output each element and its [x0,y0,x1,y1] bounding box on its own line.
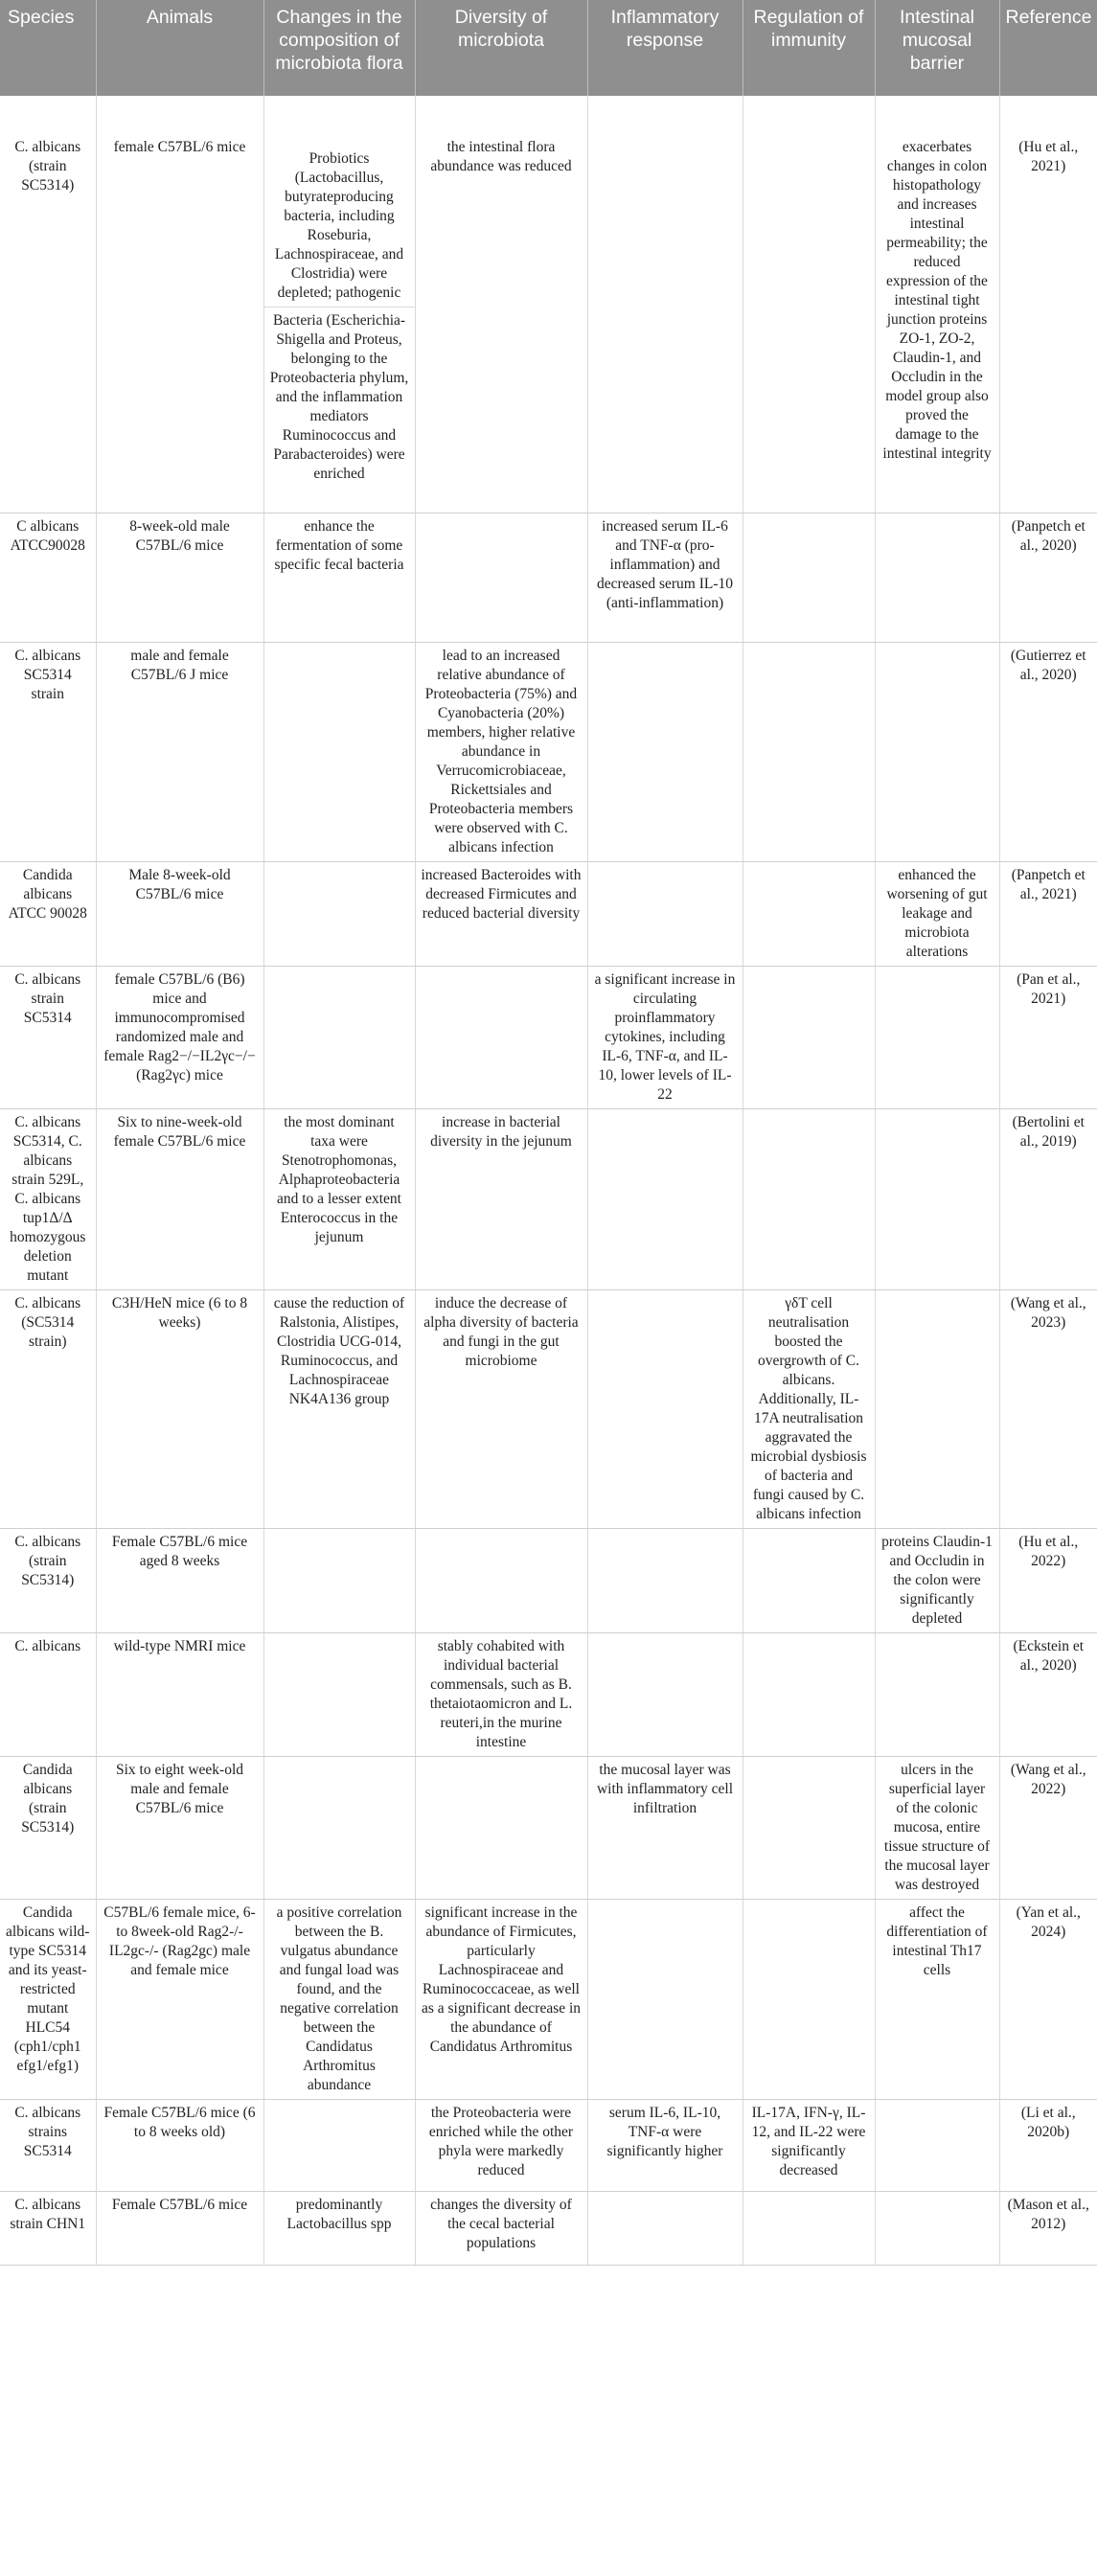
header-species: Species [0,0,96,96]
barrier-cell [875,1632,999,1756]
reference-cell: (Bertolini et al., 2019) [999,1108,1097,1289]
inflammatory-cell [587,1899,743,2099]
barrier-cell [875,642,999,861]
header-animals: Animals [96,0,263,96]
animals-cell: C57BL/6 female mice, 6- to 8week-old Rag2-/-IL2gc-/- (Rag2gc) male and female mice [96,1899,263,2099]
reference-cell: (Yan et al., 2024) [999,1899,1097,2099]
immunity-cell [743,96,875,513]
table-row [0,861,1097,966]
diversity-cell [415,1528,587,1632]
animals-cell: 8-week-old male C57BL/6 mice [96,513,263,642]
animals-cell: Male 8-week-old C57BL/6 mice [96,861,263,966]
changes-cell [263,642,415,861]
reference-cell: (Pan et al., 2021) [999,966,1097,1108]
table-row [0,1528,1097,1632]
changes-cell [263,1528,415,1632]
species-cell: C. albicans strain SC5314 [0,966,96,1108]
diversity-cell [415,513,587,642]
inflammatory-cell: a significant increase in circulating proinflammatory cytokines, including IL-6, TNF-α, and IL-10, lower levels of IL-22 [587,966,743,1108]
inflammatory-cell [587,1632,743,1756]
header-changes: Changes in the composition of microbiota flora [263,0,415,96]
table-row [0,1756,1097,1899]
immunity-cell [743,1899,875,2099]
reference-cell: (Panpetch et al., 2021) [999,861,1097,966]
table-row [0,1108,1097,1289]
animals-cell: Female C57BL/6 mice aged 8 weeks [96,1528,263,1632]
table-row [0,642,1097,861]
diversity-cell: the Proteobacteria were enriched while the other phyla were markedly reduced [415,2099,587,2191]
header-barrier: Intestinal mucosal barrier [875,0,999,96]
animals-cell: female C57BL/6 mice [96,96,263,513]
species-cell: C albicans ATCC90028 [0,513,96,642]
barrier-cell [875,513,999,642]
changes-cell [263,966,415,1108]
table-row [0,2099,1097,2191]
species-cell: Candida albicans ATCC 90028 [0,861,96,966]
animals-cell: male and female C57BL/6 J mice [96,642,263,861]
reference-cell: (Panpetch et al., 2020) [999,513,1097,642]
diversity-cell: increased Bacteroides with decreased Firmicutes and reduced bacterial diversity [415,861,587,966]
inflammatory-cell [587,642,743,861]
changes-cell [263,1632,415,1756]
header-diversity: Diversity of microbiota [415,0,587,96]
diversity-cell: increase in bacterial diversity in the jejunum [415,1108,587,1289]
changes-cell: a positive correlation between the B. vulgatus abundance and fungal load was found, and the negative correlation between the Candidatus Arthromitus abundance [263,1899,415,2099]
diversity-cell: stably cohabited with individual bacterial commensals, such as B. thetaiotaomicron and L. reuteri,in the murine intestine [415,1632,587,1756]
header-reference: Reference [999,0,1097,96]
species-cell: Candida albicans wild-type SC5314 and its yeast-restricted mutant HLC54 (cph1/cph1 efg1/efg1) [0,1899,96,2099]
animals-cell: Female C57BL/6 mice (6 to 8 weeks old) [96,2099,263,2191]
barrier-cell [875,2191,999,2265]
inflammatory-cell: the mucosal layer was with inflammatory cell infiltration [587,1756,743,1899]
animals-cell: female C57BL/6 (B6) mice and immunocompromised randomized male and female Rag2−/−IL2γc−/− (Rag2γc) mice [96,966,263,1108]
species-cell: C. albicans (SC5314 strain) [0,1289,96,1528]
inflammatory-cell [587,96,743,513]
immunity-cell [743,1632,875,1756]
changes-cell [263,1756,415,1899]
barrier-cell: proteins Claudin-1 and Occludin in the colon were significantly depleted [875,1528,999,1632]
changes-cell: the most dominant taxa were Stenotrophomonas, Alphaproteobacteria and to a lesser extent Enterococcus in the jejunum [263,1108,415,1289]
changes-cell: cause the reduction of Ralstonia, Alistipes, Clostridia UCG-014, Ruminococcus, and Lachnospiraceae NK4A136 group [263,1289,415,1528]
inflammatory-cell [587,1108,743,1289]
changes-cell [263,861,415,966]
species-cell: C. albicans SC5314 strain [0,642,96,861]
inflammatory-cell [587,861,743,966]
barrier-cell [875,1289,999,1528]
reference-cell: (Gutierrez et al., 2020) [999,642,1097,861]
animals-cell: wild-type NMRI mice [96,1632,263,1756]
inflammatory-cell [587,2191,743,2265]
changes-cell-part-b: Bacteria (Escherichia-Shigella and Proteus, belonging to the Proteobacteria phylum, and the inflammation mediators Ruminococcus and Parabacteroides) were enriched [269,312,409,482]
changes-cell: enhance the fermentation of some specific fecal bacteria [263,513,415,642]
table-row [0,1289,1097,1528]
diversity-cell: the intestinal flora abundance was reduced [415,96,587,513]
barrier-cell [875,2099,999,2191]
immunity-cell [743,861,875,966]
reference-cell: (Wang et al., 2022) [999,1756,1097,1899]
diversity-cell [415,1756,587,1899]
species-cell: Candida albicans (strain SC5314) [0,1756,96,1899]
species-cell: C. albicans strains SC5314 [0,2099,96,2191]
immunity-cell [743,513,875,642]
changes-cell: predominantly Lactobacillus spp [263,2191,415,2265]
inflammatory-cell: increased serum IL-6 and TNF-α (pro-inflammation) and decreased serum IL-10 (anti-inflammation) [587,513,743,642]
immunity-cell: γδT cell neutralisation boosted the overgrowth of C. albicans. Additionally, IL-17A neutralisation aggravated the microbial dysbiosis of bacteria and fungi caused by C. albicans infection [743,1289,875,1528]
species-cell: C. albicans (strain SC5314) [0,1528,96,1632]
table-row [0,96,1097,513]
inflammatory-cell: serum IL-6, IL-10, TNF-α were significantly higher [587,2099,743,2191]
immunity-cell [743,642,875,861]
diversity-cell: changes the diversity of the cecal bacterial populations [415,2191,587,2265]
diversity-cell: lead to an increased relative abundance of Proteobacteria (75%) and Cyanobacteria (20%) members, higher relative abundance in Verrucomicrobiaceae, Rickettsiales and Proteobacteria members were observed with C. albicans infection [415,642,587,861]
reference-cell: (Mason et al., 2012) [999,2191,1097,2265]
header-immunity: Regulation of immunity [743,0,875,96]
barrier-cell: ulcers in the superficial layer of the colonic mucosa, entire tissue structure of the mucosal layer was destroyed [875,1756,999,1899]
reference-cell: (Li et al., 2020b) [999,2099,1097,2191]
barrier-cell: affect the differentiation of intestinal Th17 cells [875,1899,999,2099]
reference-cell: (Wang et al., 2023) [999,1289,1097,1528]
barrier-cell [875,966,999,1108]
immunity-cell [743,1756,875,1899]
species-cell: C. albicans strain CHN1 [0,2191,96,2265]
table-row [0,1899,1097,2099]
table-row [0,2191,1097,2265]
diversity-cell: significant increase in the abundance of Firmicutes, particularly Lachnospiraceae and Ruminococcaceae, as well as a significant decrease in the abundance of Candidatus Arthromitus [415,1899,587,2099]
header-row [0,0,1097,96]
species-cell: C. albicans [0,1632,96,1756]
changes-cell-part-a: Probiotics (Lactobacillus, butyrateproducing bacteria, including Roseburia, Lachnospiraceae, and Clostridia) were depleted; pathogenic [264,146,415,308]
barrier-cell: enhanced the worsening of gut leakage and microbiota alterations [875,861,999,966]
table-row [0,513,1097,642]
reference-cell: (Eckstein et al., 2020) [999,1632,1097,1756]
reference-cell: (Hu et al., 2021) [999,96,1097,513]
diversity-cell [415,966,587,1108]
table-row [0,966,1097,1108]
header-inflammatory: Inflammatory response [587,0,743,96]
immunity-cell [743,1108,875,1289]
animals-cell: Female C57BL/6 mice [96,2191,263,2265]
species-cell: C. albicans (strain SC5314) [0,96,96,513]
animals-cell: Six to nine-week-old female C57BL/6 mice [96,1108,263,1289]
inflammatory-cell [587,1289,743,1528]
barrier-cell [875,1108,999,1289]
reference-cell: (Hu et al., 2022) [999,1528,1097,1632]
inflammatory-cell [587,1528,743,1632]
species-cell: C. albicans SC5314, C. albicans strain 529L, C. albicans tup1Δ/Δ homozygous deletion mutant [0,1108,96,1289]
immunity-cell [743,1528,875,1632]
table-row [0,1632,1097,1756]
immunity-cell: IL-17A, IFN-γ, IL-12, and IL-22 were significantly decreased [743,2099,875,2191]
barrier-cell: exacerbates changes in colon histopathology and increases intestinal permeability; the reduced expression of the intestinal tight junction proteins ZO-1, ZO-2, Claudin-1, and Occludin in the model group also proved the damage to the intestinal integrity [875,96,999,513]
changes-cell [263,2099,415,2191]
immunity-cell [743,966,875,1108]
animals-cell: C3H/HeN mice (6 to 8 weeks) [96,1289,263,1528]
diversity-cell: induce the decrease of alpha diversity of bacteria and fungi in the gut microbiome [415,1289,587,1528]
changes-cell [263,96,415,513]
animals-cell: Six to eight week-old male and female C57BL/6 mice [96,1756,263,1899]
immunity-cell [743,2191,875,2265]
